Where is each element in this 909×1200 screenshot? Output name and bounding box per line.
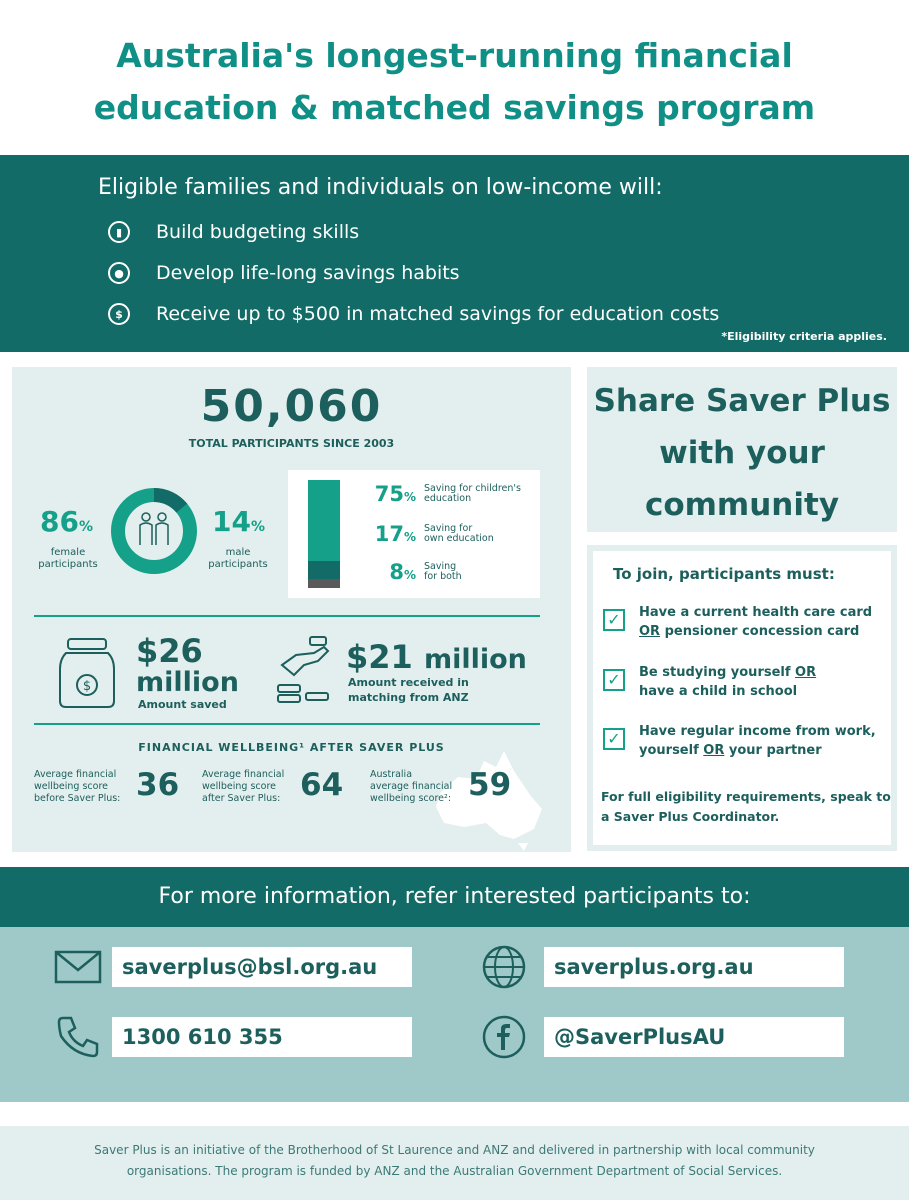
contact-section (0, 927, 909, 1102)
join-heading: To join, participants must: (613, 565, 835, 583)
share-line: with your (659, 435, 825, 471)
title-line-2: education & matched savings program (93, 88, 816, 127)
facebook-icon (480, 1013, 528, 1061)
eligibility-item (108, 221, 359, 243)
education-breakdown (288, 470, 540, 598)
education-row (358, 560, 534, 584)
section-divider (34, 723, 540, 725)
education-percent-value: 8 (389, 560, 404, 584)
matched-amount-value: $21 (346, 638, 413, 676)
education-percent-value: 17 (374, 522, 404, 546)
title-line-1: Australia's longest-running financial (116, 36, 793, 75)
matched-unit: million (423, 644, 527, 675)
male-caption-line: male (225, 547, 251, 558)
wellbeing-australia-score: 59 (468, 767, 512, 803)
footer (0, 1126, 909, 1200)
email-icon (54, 943, 102, 991)
jar-icon (56, 635, 118, 711)
wellbeing-label-line: wellbeing score (34, 781, 109, 792)
education-percent (358, 560, 416, 584)
requirement-text-part: Be studying yourself (639, 665, 796, 680)
education-row (358, 482, 534, 506)
education-percent (358, 522, 416, 546)
dollar-icon: $ (108, 303, 130, 325)
eligibility-heading: Eligible families and individuals on low-income will: (98, 175, 663, 200)
education-percent-value: 75 (374, 482, 404, 506)
footer-line: Saver Plus is an initiative of the Brotherhood of St Laurence and ANZ and delivered in partnership with local community (94, 1143, 815, 1157)
gender-donut-chart (108, 485, 200, 577)
education-label-line: Saving for (424, 523, 473, 534)
education-label-line: Saving for children's (424, 483, 521, 494)
website-link[interactable]: saverplus.org.au (544, 947, 844, 987)
facebook-link[interactable]: @SaverPlusAU (544, 1017, 844, 1057)
eligibility-note: *Eligibility criteria applies. (721, 330, 887, 343)
phone-icon (54, 1013, 102, 1061)
education-label-line: education (424, 493, 472, 504)
phone-link[interactable]: 1300 610 355 (112, 1017, 412, 1057)
bar-own-education (308, 561, 340, 579)
education-label-line: Saving (424, 561, 457, 572)
wellbeing-heading: FINANCIAL WELLBEING¹ AFTER SAVER PLUS (138, 741, 445, 754)
education-label (424, 484, 534, 504)
share-line: Share Saver Plus (593, 383, 891, 419)
female-percent (40, 505, 93, 538)
wellbeing-label-line: before Saver Plus: (34, 793, 121, 804)
badge-icon: ▮ (108, 221, 130, 243)
section-divider (34, 615, 540, 617)
wellbeing-label-line: average financial (370, 781, 453, 792)
percent-symbol: % (250, 519, 265, 535)
checkbox-icon: ✓ (603, 728, 625, 750)
education-label-line: own education (424, 533, 494, 544)
requirement-item (603, 663, 816, 701)
requirement-text-part: pensioner concession card (660, 624, 860, 639)
wellbeing-label-line: Average financial (202, 769, 285, 780)
requirement-item (603, 722, 876, 760)
wellbeing-before-score: 36 (136, 767, 180, 803)
eligibility-item-text: Build budgeting skills (156, 221, 360, 243)
piggy-bank-icon: ● (108, 262, 130, 284)
wellbeing-label-line: wellbeing score (202, 781, 277, 792)
female-caption (32, 547, 104, 571)
requirement-text (639, 722, 876, 760)
wellbeing-label-line: after Saver Plus: (202, 793, 281, 804)
requirement-text-part: yourself (639, 743, 704, 758)
education-label (424, 524, 534, 544)
female-percent-value: 86 (40, 505, 79, 538)
education-stacked-bar (308, 480, 340, 588)
saved-unit: million (136, 667, 239, 698)
requirement-or: OR (639, 624, 661, 639)
join-requirements (587, 545, 897, 851)
education-percent (358, 482, 416, 506)
wellbeing-label-line: Average financial (34, 769, 117, 780)
requirement-item (603, 603, 872, 641)
join-footer-text: For full eligibility requirements, speak to a Saver Plus Coordinator. (601, 789, 891, 824)
requirement-or: OR (703, 743, 725, 758)
requirement-text-part: have a child in school (639, 684, 798, 699)
hand-coins-icon (274, 635, 348, 711)
education-row (358, 522, 534, 546)
total-participants: 50,060 (200, 381, 383, 432)
matched-caption-line: Amount received in (348, 676, 469, 689)
requirement-text (639, 603, 872, 641)
percent-symbol: % (403, 530, 416, 544)
wellbeing-label (370, 769, 452, 805)
requirement-text-part: Have a current health care card (639, 605, 873, 620)
saved-caption: Amount saved (138, 698, 227, 711)
matched-caption (348, 675, 469, 705)
stats-panel (12, 367, 571, 852)
eligibility-item-text: Receive up to $500 in matched savings for education costs (156, 303, 720, 325)
more-info-banner: For more information, refer interested participants to: (0, 867, 909, 927)
wellbeing-label (34, 769, 120, 805)
female-caption-line: participants (38, 559, 98, 570)
matched-amount (346, 638, 527, 676)
wellbeing-label-line: Australia (370, 769, 413, 780)
requirement-text-part: your partner (724, 743, 822, 758)
eligibility-banner (0, 155, 909, 352)
matched-caption-line: matching from ANZ (348, 691, 469, 704)
requirement-text-part: Have regular income from work, (639, 724, 876, 739)
join-requirements-card (593, 551, 891, 845)
eligibility-item (108, 262, 460, 284)
total-participants-caption: TOTAL PARTICIPANTS SINCE 2003 (188, 437, 395, 450)
checkbox-icon: ✓ (603, 609, 625, 631)
footer-line: organisations. The program is funded by ANZ and the Australian Government Department of Social Services. (126, 1164, 783, 1178)
eligibility-item-text: Develop life-long savings habits (156, 262, 460, 284)
male-caption-line: participants (208, 559, 268, 570)
share-callout (587, 367, 897, 532)
people-icon (140, 513, 168, 545)
wellbeing-after-score: 64 (300, 767, 344, 803)
bar-children-education (308, 480, 340, 561)
requirement-or: OR (795, 665, 817, 680)
checkbox-icon: ✓ (603, 669, 625, 691)
share-line: community (644, 487, 840, 523)
wellbeing-label-line: wellbeing score²: (370, 793, 452, 804)
wellbeing-label (202, 769, 284, 805)
bar-both (308, 579, 340, 588)
percent-symbol: % (403, 568, 416, 582)
female-caption-line: female (50, 547, 86, 558)
requirement-text (639, 663, 816, 701)
percent-symbol: % (78, 519, 93, 535)
email-link[interactable]: saverplus@bsl.org.au (112, 947, 412, 987)
male-caption (202, 547, 274, 571)
svg-text:$: $ (82, 679, 92, 694)
eligibility-item (108, 303, 719, 325)
page-title (0, 30, 909, 134)
male-percent-value: 14 (212, 505, 251, 538)
percent-symbol: % (403, 490, 416, 504)
male-percent (212, 505, 265, 538)
education-label-line: for both (424, 571, 462, 582)
education-label (424, 562, 534, 582)
saved-amount: $26 (136, 632, 203, 670)
globe-icon (480, 943, 528, 991)
